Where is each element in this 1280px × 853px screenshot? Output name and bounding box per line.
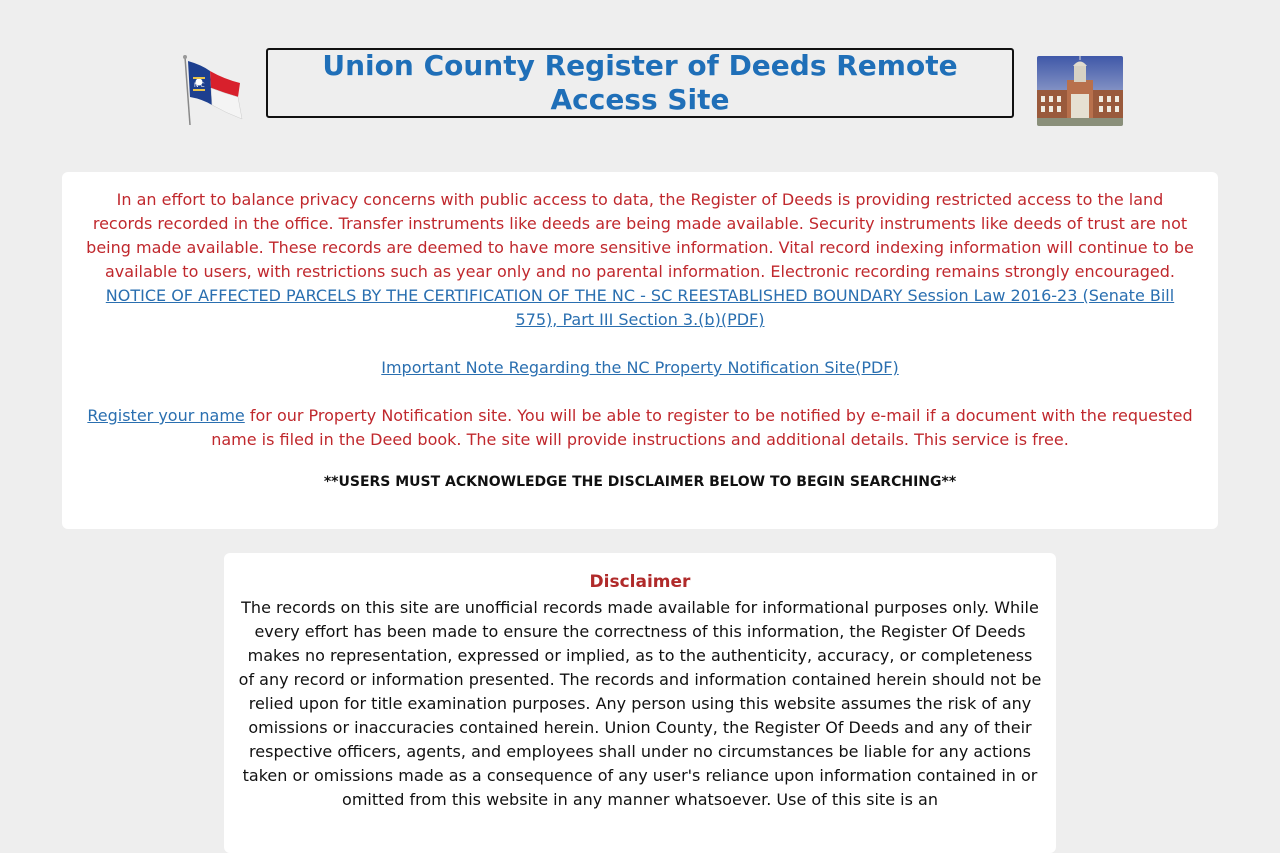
svg-text:N C: N C xyxy=(194,82,205,89)
acknowledge-disclaimer-text: **USERS MUST ACKNOWLEDGE THE DISCLAIMER BELOW TO BEGIN SEARCHING** xyxy=(323,474,957,490)
register-your-name-link[interactable]: Register your name xyxy=(87,406,245,425)
nc-flag-icon xyxy=(180,55,246,127)
boundary-notice-link[interactable]: NOTICE OF AFFECTED PARCELS BY THE CERTIFICATION OF THE NC - SC REESTABLISHED BOUNDARY Session Law 2016-23 (Senate Bill 575), Part III Section 3.(b)(PDF) xyxy=(105,286,1175,329)
notice-panel xyxy=(62,172,1218,529)
site-header xyxy=(0,0,1280,150)
courthouse-photo xyxy=(1037,56,1123,126)
page-title-box xyxy=(266,48,1014,118)
register-name-text: for our Property Notification site. You will be able to register to be notified by e-mail if a document with the requested name is filed in the Deed book. The site will provide instructions and additional details. This service is free. xyxy=(211,406,1193,449)
privacy-notice-text: In an effort to balance privacy concerns with public access to data, the Register of Deeds is providing restricted access to the land records recorded in the office. Transfer instruments like deeds are being made available. Security instruments like deeds of trust are not being made available. These records are deemed to have more sensitive information. Vital record indexing information will continue to be available to users, with restrictions such as year only and no parental information. Electronic recording remains strongly encouraged. xyxy=(86,190,1194,281)
property-notification-note-link[interactable]: Important Note Regarding the NC Property Notification Site(PDF) xyxy=(381,358,899,377)
disclaimer-text: The records on this site are unofficial records made available for informational purposes only. While every effort has been made to ensure the correctness of this information, the Register Of Deeds makes no representation, expressed or implied, as to the authenticity, accuracy, or completeness of any record or information presented. The records and information contained herein should not be relied upon for title examination purposes. Any person using this website assumes the risk of any omissions or inaccuracies contained herein. Union County, the Register Of Deeds and any of their respective officers, agents, and employees shall under no circumstances be liable for any actions taken or omissions made as a consequence of any user's reliance upon information contained in or omitted from this website in any manner whatsoever. Use of this site is an xyxy=(238,598,1042,809)
page-title: Union County Register of Deeds Remote Access Site xyxy=(322,49,958,116)
disclaimer-panel xyxy=(224,553,1056,853)
disclaimer-title: Disclaimer xyxy=(589,572,691,592)
register-name-paragraph xyxy=(86,404,1194,452)
